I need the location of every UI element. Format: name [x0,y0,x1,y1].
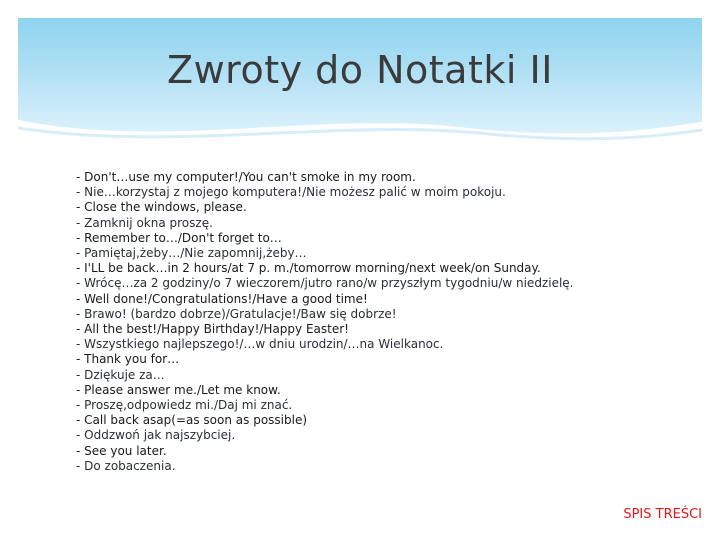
phrase-line: - Nie…korzystaj z mojego komputera!/Nie możesz palić w moim pokoju. [76,185,506,200]
phrase-line: - Proszę,odpowiedz mi./Daj mi znać. [76,398,293,413]
phrase-list [76,170,706,474]
phrase-line: - Thank you for… [76,352,180,367]
phrase-line: - Zamknij okna proszę. [76,215,213,230]
phrase-line: - Oddzwoń jak najszybciej. [76,428,236,443]
phrase-line: - Please answer me./Let me know. [76,382,281,397]
phrase-line: - Dziękuje za… [76,367,165,382]
phrase-line: - Pamiętaj,żeby…/Nie zapomnij,żeby… [76,246,307,261]
phrase-line: - Brawo! (bardzo dobrze)/Gratulacje!/Baw się dobrze! [76,306,397,321]
phrase-line: - Don't…use my computer!/You can't smoke in my room. [76,170,416,184]
phrase-line: - Well done!/Congratulations!/Have a good time! [76,291,368,306]
phrase-line: - Call back asap(=as soon as possible) [76,413,308,428]
page-title: Zwroty do Notatki II [167,48,553,92]
phrase-line: - Wrócę…za 2 godziny/o 7 wieczorem/jutro rano/w przyszłym tygodniu/w niedzielę. [76,276,574,291]
phrase-line: - I'LL be back…in 2 hours/at 7 p. m./tomorrow morning/next week/on Sunday. [76,261,541,276]
table-of-contents-link[interactable]: SPIS TREŚCI [623,507,702,522]
phrase-line: - All the best!/Happy Birthday!/Happy Easter! [76,322,349,337]
phrase-line: - Close the windows, please. [76,200,247,215]
phrase-line: - Wszystkiego najlepszego!/…w dniu urodzin/…na Wielkanoc. [76,337,444,352]
phrase-line: - Remember to…/Don't forget to… [76,230,282,245]
phrase-line: - See you later. [76,443,167,458]
banner-wave [18,100,702,160]
phrase-line: - Do zobaczenia. [76,458,176,473]
